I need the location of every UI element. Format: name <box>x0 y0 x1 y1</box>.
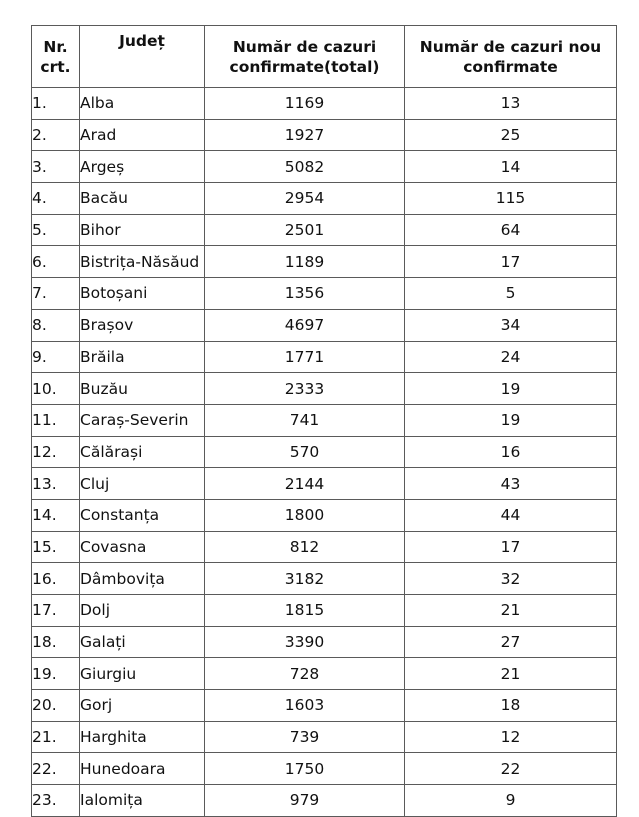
table-row <box>32 626 617 658</box>
total-cases-cell: 2501 <box>205 214 405 246</box>
row-number-cell: 23. <box>32 785 80 817</box>
total-cases-cell: 570 <box>205 436 405 468</box>
table-row <box>32 563 617 595</box>
header-row <box>32 26 617 88</box>
table-row <box>32 341 617 373</box>
total-cases-cell: 1815 <box>205 595 405 627</box>
table-row <box>32 499 617 531</box>
county-cell: Botoșani <box>80 278 205 310</box>
table-row <box>32 183 617 215</box>
header-nr-line-1: Nr. <box>43 37 68 56</box>
new-cases-cell: 14 <box>405 151 617 183</box>
new-cases-cell: 17 <box>405 531 617 563</box>
county-cell: Călărași <box>80 436 205 468</box>
total-cases-cell: 1356 <box>205 278 405 310</box>
row-number-cell: 9. <box>32 341 80 373</box>
row-number-cell: 7. <box>32 278 80 310</box>
header-nr-crt <box>32 26 80 88</box>
new-cases-cell: 19 <box>405 373 617 405</box>
header-total-cases <box>205 26 405 88</box>
new-cases-cell: 5 <box>405 278 617 310</box>
total-cases-cell: 741 <box>205 404 405 436</box>
new-cases-cell: 43 <box>405 468 617 500</box>
row-number-cell: 16. <box>32 563 80 595</box>
total-cases-cell: 3390 <box>205 626 405 658</box>
table-row <box>32 690 617 722</box>
header-total-line-1: Număr de cazuri <box>232 37 377 56</box>
total-cases-cell: 2954 <box>205 183 405 215</box>
table-row <box>32 721 617 753</box>
table-row <box>32 595 617 627</box>
header-new-line-2: confirmate <box>463 57 558 76</box>
table-row <box>32 373 617 405</box>
total-cases-cell: 1189 <box>205 246 405 278</box>
table-row <box>32 658 617 690</box>
header-new-cases <box>405 26 617 88</box>
county-cell: Hunedoara <box>80 753 205 785</box>
table-header <box>32 26 617 88</box>
row-number-cell: 5. <box>32 214 80 246</box>
table-row <box>32 753 617 785</box>
county-cell: Bihor <box>80 214 205 246</box>
new-cases-cell: 16 <box>405 436 617 468</box>
total-cases-cell: 1603 <box>205 690 405 722</box>
total-cases-cell: 3182 <box>205 563 405 595</box>
cases-table <box>31 25 617 817</box>
table-row <box>32 531 617 563</box>
county-cell: Argeș <box>80 151 205 183</box>
county-cell: Buzău <box>80 373 205 405</box>
table-row <box>32 88 617 120</box>
row-number-cell: 3. <box>32 151 80 183</box>
new-cases-cell: 17 <box>405 246 617 278</box>
table-row <box>32 214 617 246</box>
county-cell: Cluj <box>80 468 205 500</box>
row-number-cell: 10. <box>32 373 80 405</box>
new-cases-cell: 27 <box>405 626 617 658</box>
row-number-cell: 19. <box>32 658 80 690</box>
county-cell: Bacău <box>80 183 205 215</box>
total-cases-cell: 2144 <box>205 468 405 500</box>
row-number-cell: 2. <box>32 119 80 151</box>
header-nr-line-2: crt. <box>40 57 71 76</box>
total-cases-cell: 1800 <box>205 499 405 531</box>
county-cell: Brăila <box>80 341 205 373</box>
new-cases-cell: 9 <box>405 785 617 817</box>
new-cases-cell: 44 <box>405 499 617 531</box>
total-cases-cell: 1771 <box>205 341 405 373</box>
county-cell: Bistrița-Năsăud <box>80 246 205 278</box>
new-cases-cell: 13 <box>405 88 617 120</box>
county-cell: Giurgiu <box>80 658 205 690</box>
row-number-cell: 14. <box>32 499 80 531</box>
county-cell: Dolj <box>80 595 205 627</box>
total-cases-cell: 4697 <box>205 309 405 341</box>
total-cases-cell: 2333 <box>205 373 405 405</box>
table-row <box>32 151 617 183</box>
row-number-cell: 8. <box>32 309 80 341</box>
new-cases-cell: 12 <box>405 721 617 753</box>
row-number-cell: 13. <box>32 468 80 500</box>
table-row <box>32 309 617 341</box>
row-number-cell: 21. <box>32 721 80 753</box>
county-cell: Gorj <box>80 690 205 722</box>
new-cases-cell: 25 <box>405 119 617 151</box>
new-cases-cell: 19 <box>405 404 617 436</box>
total-cases-cell: 812 <box>205 531 405 563</box>
new-cases-cell: 21 <box>405 658 617 690</box>
table-row <box>32 468 617 500</box>
county-cell: Galați <box>80 626 205 658</box>
county-cell: Alba <box>80 88 205 120</box>
new-cases-cell: 34 <box>405 309 617 341</box>
table-row <box>32 404 617 436</box>
new-cases-cell: 64 <box>405 214 617 246</box>
new-cases-cell: 21 <box>405 595 617 627</box>
row-number-cell: 17. <box>32 595 80 627</box>
county-cell: Constanța <box>80 499 205 531</box>
county-cell: Ialomița <box>80 785 205 817</box>
table-row <box>32 436 617 468</box>
row-number-cell: 18. <box>32 626 80 658</box>
county-cell: Brașov <box>80 309 205 341</box>
new-cases-cell: 32 <box>405 563 617 595</box>
row-number-cell: 4. <box>32 183 80 215</box>
total-cases-cell: 1169 <box>205 88 405 120</box>
row-number-cell: 12. <box>32 436 80 468</box>
total-cases-cell: 1927 <box>205 119 405 151</box>
county-cell: Harghita <box>80 721 205 753</box>
table-row <box>32 278 617 310</box>
row-number-cell: 20. <box>32 690 80 722</box>
new-cases-cell: 24 <box>405 341 617 373</box>
row-number-cell: 22. <box>32 753 80 785</box>
table-row <box>32 785 617 817</box>
header-total-line-2: confirmate(total) <box>229 57 380 76</box>
header-judet <box>80 26 205 88</box>
new-cases-cell: 115 <box>405 183 617 215</box>
total-cases-cell: 1750 <box>205 753 405 785</box>
county-cell: Caraș-Severin <box>80 404 205 436</box>
total-cases-cell: 5082 <box>205 151 405 183</box>
new-cases-cell: 22 <box>405 753 617 785</box>
county-cell: Covasna <box>80 531 205 563</box>
row-number-cell: 6. <box>32 246 80 278</box>
new-cases-cell: 18 <box>405 690 617 722</box>
total-cases-cell: 728 <box>205 658 405 690</box>
table-row <box>32 246 617 278</box>
table-body <box>32 88 617 817</box>
county-cell: Dâmbovița <box>80 563 205 595</box>
header-judet-line-1: Județ <box>119 32 165 50</box>
row-number-cell: 1. <box>32 88 80 120</box>
header-new-line-1: Număr de cazuri nou <box>419 37 602 56</box>
row-number-cell: 15. <box>32 531 80 563</box>
table-row <box>32 119 617 151</box>
total-cases-cell: 739 <box>205 721 405 753</box>
row-number-cell: 11. <box>32 404 80 436</box>
total-cases-cell: 979 <box>205 785 405 817</box>
county-cell: Arad <box>80 119 205 151</box>
